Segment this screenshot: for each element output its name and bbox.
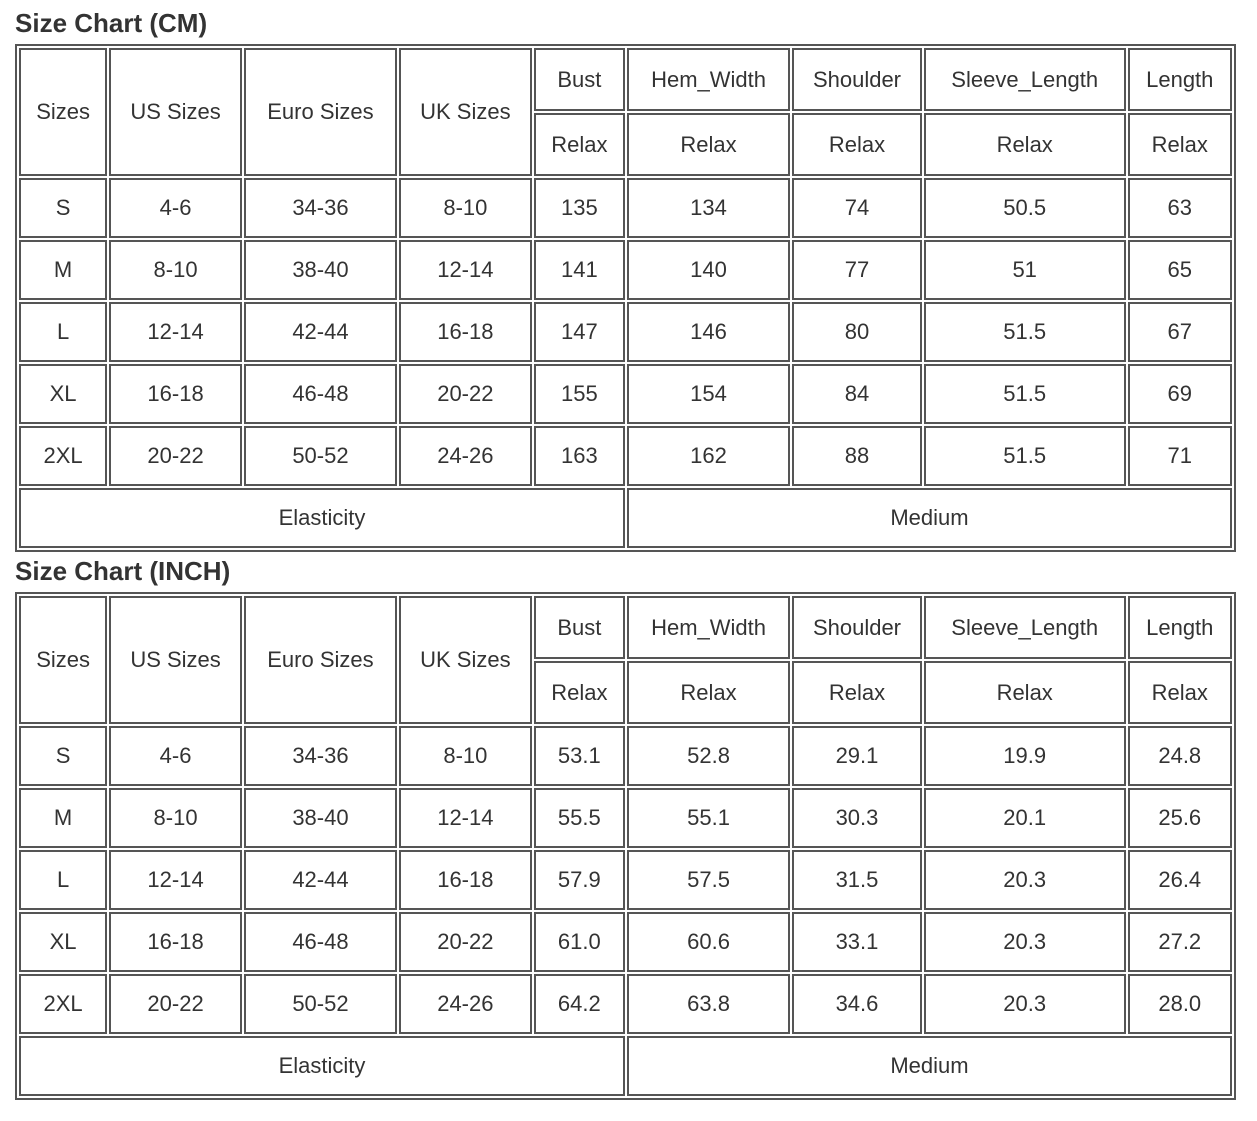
column-header: Euro Sizes xyxy=(244,48,397,176)
table-cell: 12-14 xyxy=(109,302,242,362)
measure-header: Bust xyxy=(534,596,625,659)
column-header: UK Sizes xyxy=(399,48,532,176)
table-cell: 80 xyxy=(792,302,922,362)
table-cell: 20.3 xyxy=(924,912,1126,972)
fit-label: Relax xyxy=(627,113,790,176)
table-cell: M xyxy=(19,788,107,848)
table-cell: L xyxy=(19,302,107,362)
table-cell: 67 xyxy=(1128,302,1232,362)
measure-header: Shoulder xyxy=(792,596,922,659)
elasticity-value: Medium xyxy=(627,488,1232,548)
table-cell: 63 xyxy=(1128,178,1232,238)
table-cell: 51 xyxy=(924,240,1126,300)
table-cell: L xyxy=(19,850,107,910)
table-cell: 20.1 xyxy=(924,788,1126,848)
column-header: US Sizes xyxy=(109,48,242,176)
table-row xyxy=(19,974,1232,1034)
table-cell: 140 xyxy=(627,240,790,300)
table-row xyxy=(19,240,1232,300)
size-chart-inch-section xyxy=(15,556,1236,1100)
table-cell: 29.1 xyxy=(792,726,922,786)
table-cell: 46-48 xyxy=(244,364,397,424)
table-cell: 20-22 xyxy=(399,364,532,424)
table-cell: 55.1 xyxy=(627,788,790,848)
table-cell: 20-22 xyxy=(109,974,242,1034)
header-row-measures xyxy=(19,596,1232,659)
table-cell: 4-6 xyxy=(109,726,242,786)
table-cell: S xyxy=(19,726,107,786)
elasticity-label: Elasticity xyxy=(19,488,625,548)
measure-header: Shoulder xyxy=(792,48,922,111)
table-cell: 30.3 xyxy=(792,788,922,848)
measure-header: Bust xyxy=(534,48,625,111)
header-row-measures xyxy=(19,48,1232,111)
table-cell: XL xyxy=(19,912,107,972)
table-cell: 64.2 xyxy=(534,974,625,1034)
table-cell: 16-18 xyxy=(109,364,242,424)
footer-row xyxy=(19,1036,1232,1096)
size-chart-cm-section xyxy=(15,8,1236,552)
fit-label: Relax xyxy=(792,113,922,176)
fit-label: Relax xyxy=(924,113,1126,176)
measure-header: Hem_Width xyxy=(627,596,790,659)
measure-header: Length xyxy=(1128,596,1232,659)
table-cell: 16-18 xyxy=(109,912,242,972)
size-chart-cm-title: Size Chart (CM) xyxy=(15,8,208,38)
size-chart-inch-table xyxy=(15,592,1236,1100)
column-header: Sizes xyxy=(19,596,107,724)
table-cell: 24-26 xyxy=(399,426,532,486)
table-cell: 50.5 xyxy=(924,178,1126,238)
column-header: US Sizes xyxy=(109,596,242,724)
table-cell: 163 xyxy=(534,426,625,486)
column-header: Euro Sizes xyxy=(244,596,397,724)
elasticity-label: Elasticity xyxy=(19,1036,625,1096)
table-cell: 53.1 xyxy=(534,726,625,786)
table-cell: 12-14 xyxy=(399,788,532,848)
size-chart-inch-title: Size Chart (INCH) xyxy=(15,556,231,586)
table-cell: 28.0 xyxy=(1128,974,1232,1034)
table-cell: 26.4 xyxy=(1128,850,1232,910)
table-cell: 24.8 xyxy=(1128,726,1232,786)
measure-header: Sleeve_Length xyxy=(924,596,1126,659)
table-cell: 74 xyxy=(792,178,922,238)
table-row xyxy=(19,364,1232,424)
table-cell: 55.5 xyxy=(534,788,625,848)
table-cell: 135 xyxy=(534,178,625,238)
table-cell: 20.3 xyxy=(924,850,1126,910)
table-cell: 154 xyxy=(627,364,790,424)
measure-header: Length xyxy=(1128,48,1232,111)
fit-label: Relax xyxy=(1128,661,1232,724)
table-cell: 146 xyxy=(627,302,790,362)
table-cell: 50-52 xyxy=(244,974,397,1034)
column-header: Sizes xyxy=(19,48,107,176)
table-cell: 34-36 xyxy=(244,726,397,786)
table-cell: 65 xyxy=(1128,240,1232,300)
table-cell: M xyxy=(19,240,107,300)
table-row xyxy=(19,302,1232,362)
table-cell: 19.9 xyxy=(924,726,1126,786)
table-cell: 57.9 xyxy=(534,850,625,910)
table-cell: 25.6 xyxy=(1128,788,1232,848)
table-cell: 141 xyxy=(534,240,625,300)
measure-header: Sleeve_Length xyxy=(924,48,1126,111)
table-cell: 20-22 xyxy=(109,426,242,486)
table-cell: 4-6 xyxy=(109,178,242,238)
table-cell: 46-48 xyxy=(244,912,397,972)
table-row xyxy=(19,788,1232,848)
table-cell: 42-44 xyxy=(244,850,397,910)
table-cell: XL xyxy=(19,364,107,424)
table-cell: 12-14 xyxy=(109,850,242,910)
table-cell: 38-40 xyxy=(244,240,397,300)
table-cell: 34.6 xyxy=(792,974,922,1034)
table-row xyxy=(19,178,1232,238)
table-cell: 8-10 xyxy=(109,788,242,848)
table-cell: 57.5 xyxy=(627,850,790,910)
table-cell: 88 xyxy=(792,426,922,486)
table-cell: 134 xyxy=(627,178,790,238)
table-cell: 27.2 xyxy=(1128,912,1232,972)
table-cell: 147 xyxy=(534,302,625,362)
table-row xyxy=(19,912,1232,972)
table-cell: 2XL xyxy=(19,426,107,486)
table-cell: 12-14 xyxy=(399,240,532,300)
table-cell: 33.1 xyxy=(792,912,922,972)
table-cell: 51.5 xyxy=(924,302,1126,362)
table-cell: 69 xyxy=(1128,364,1232,424)
table-row xyxy=(19,426,1232,486)
table-cell: 61.0 xyxy=(534,912,625,972)
table-cell: 16-18 xyxy=(399,302,532,362)
table-cell: 50-52 xyxy=(244,426,397,486)
table-cell: 77 xyxy=(792,240,922,300)
table-row xyxy=(19,850,1232,910)
table-cell: 8-10 xyxy=(109,240,242,300)
table-cell: 60.6 xyxy=(627,912,790,972)
table-cell: 38-40 xyxy=(244,788,397,848)
table-cell: 51.5 xyxy=(924,364,1126,424)
table-cell: 8-10 xyxy=(399,726,532,786)
table-cell: 31.5 xyxy=(792,850,922,910)
fit-label: Relax xyxy=(534,113,625,176)
column-header: UK Sizes xyxy=(399,596,532,724)
table-cell: 16-18 xyxy=(399,850,532,910)
table-cell: 155 xyxy=(534,364,625,424)
table-cell: 20.3 xyxy=(924,974,1126,1034)
fit-label: Relax xyxy=(534,661,625,724)
table-row xyxy=(19,726,1232,786)
size-chart-cm-table xyxy=(15,44,1236,552)
fit-label: Relax xyxy=(924,661,1126,724)
elasticity-value: Medium xyxy=(627,1036,1232,1096)
table-cell: 52.8 xyxy=(627,726,790,786)
table-cell: 71 xyxy=(1128,426,1232,486)
table-cell: 63.8 xyxy=(627,974,790,1034)
fit-label: Relax xyxy=(1128,113,1232,176)
table-cell: 20-22 xyxy=(399,912,532,972)
table-cell: 42-44 xyxy=(244,302,397,362)
measure-header: Hem_Width xyxy=(627,48,790,111)
table-cell: 162 xyxy=(627,426,790,486)
table-cell: 84 xyxy=(792,364,922,424)
table-cell: S xyxy=(19,178,107,238)
footer-row xyxy=(19,488,1232,548)
table-cell: 51.5 xyxy=(924,426,1126,486)
fit-label: Relax xyxy=(627,661,790,724)
table-cell: 8-10 xyxy=(399,178,532,238)
table-cell: 24-26 xyxy=(399,974,532,1034)
table-cell: 34-36 xyxy=(244,178,397,238)
table-cell: 2XL xyxy=(19,974,107,1034)
fit-label: Relax xyxy=(792,661,922,724)
